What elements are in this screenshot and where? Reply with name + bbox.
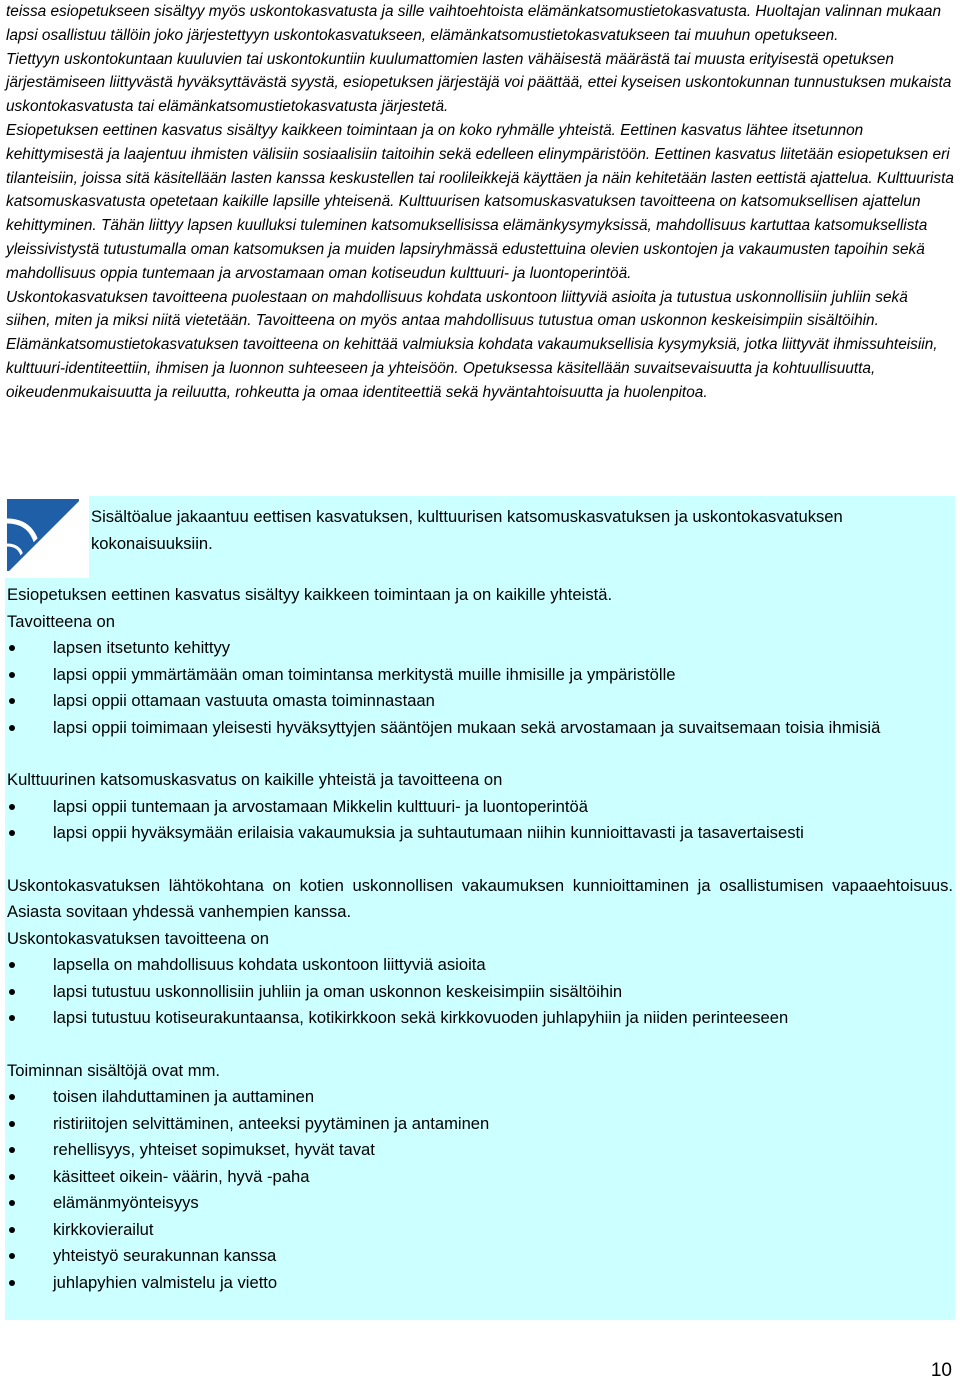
list-item: kirkkovierailut bbox=[7, 1217, 953, 1244]
list-item: rehellisyys, yhteiset sopimukset, hyvät tavat bbox=[7, 1137, 953, 1164]
ethics-goals-list bbox=[7, 635, 953, 741]
culture-heading: Kulttuurinen katsomuskasvatus on kaikille yhteistä ja tavoitteena on bbox=[7, 770, 503, 789]
list-item: lapsi oppii toimimaan yleisesti hyväksyttyjen sääntöjen mukaan sekä arvostamaan ja suvaitsemaan toisia ihmisiä bbox=[7, 715, 953, 742]
ethics-goals-heading: Tavoitteena on bbox=[7, 611, 115, 631]
curriculum-logo-icon bbox=[7, 499, 79, 571]
list-item: lapsi oppii ymmärtämään oman toimintansa merkitystä muille ihmisille ja ympäristölle bbox=[7, 662, 953, 689]
list-item: elämänmyönteisyys bbox=[7, 1190, 953, 1217]
religion-intro: Uskontokasvatuksen lähtökohtana on kotien uskonnollisen vakaumuksen kunnioittaminen ja osallistumisen vapaaehtoisuus. Asiasta sovitaan yhdessä vanhempien kanssa. bbox=[7, 875, 953, 921]
religion-goals-heading: Uskontokasvatuksen tavoitteena on bbox=[7, 928, 269, 948]
paragraph: Uskontokasvatuksen tavoitteena puolestaan on mahdollisuus kohdata uskontoon liittyviä asioita ja tutustua uskonnollisiin juhliin sekä siihen, miten ja miksi niitä vietetään. Tavoitteena on myös antaa mahdollisuus tutustua oman uskonnon keskeisimpiin sisältöihin. Elämänkatsomustietokasvatuksen tavoitteena on kehittää valmiuksia kohdata vakaumuksellisia kysymyksiä, jotka liittyvät ihmissuhteisiin, kulttuuri-identiteettiin, ihmisen ja luonnon suhteeseen ja yhteisöön. Opetuksessa käsitellään suvaitsevaisuutta ja kohtuullisuutta, oikeudenmukaisuutta ja reiluutta, rohkeutta ja omaa identiteettiä sekä hyväntahtoisuutta ja huolenpitoa. bbox=[6, 288, 938, 401]
paragraph: Esiopetuksen eettinen kasvatus sisältyy kaikkeen toimintaan ja on koko ryhmälle yhteistä. Eettinen kasvatus lähtee itsetunnon kehittymisestä ja laajentuu ihmisten välisiin sosiaalisiin taitoihin sekä edelleen elinympäristöön. Eettinen kasvatus liitetään esiopetuksen eri tilanteisiin, joissa sitä käsitellään lasten kanssa keskustellen tai roolileikkejä käyttäen ja näin kehitetään lasten eettistä ajattelua. Kulttuurista katsomuskasvatusta opetetaan kaikille lapsille yhteisenä. Kulttuurisen katsomuskasvatuksen tavoitteena on katsomuksellisen ajattelun kehittyminen. Tähän liittyy lapsen kuulluksi tuleminen katsomuksellisissa elämänkysymyksissä, mahdollisuus kartuttaa katsomuksellista yleissivistystä tutustumalla oman katsomuksen ja muiden lapsiryhmässä edustettuina olevien uskontojen ja vakaumusten tapoihin sekä mahdollisuus oppia tuntemaan ja arvostamaan oman kotiseudun kulttuuri- ja luontoperintöä. bbox=[6, 121, 954, 282]
activities-heading: Toiminnan sisältöjä ovat mm. bbox=[7, 1060, 221, 1080]
box-content bbox=[7, 582, 953, 1296]
page-number: 10 bbox=[930, 1360, 952, 1381]
list-item: ristiriitojen selvittäminen, anteeksi pyytäminen ja antaminen bbox=[7, 1111, 953, 1138]
list-item: lapsi oppii tuntemaan ja arvostamaan Mikkelin kulttuuri- ja luontoperintöä bbox=[7, 794, 953, 821]
paragraph: teissa esiopetukseen sisältyy myös uskontokasvatusta ja sille vaihtoehtoista elämänkatsomustietokasvatusta. Huoltajan valinnan mukaan lapsi osallistuu tällöin joko järjestettyyn uskontokasvatukseen, elämänkatsomustietokasvatukseen tai muuhun opetukseen. bbox=[6, 3, 942, 44]
list-item: lapsella on mahdollisuus kohdata uskontoon liittyviä asioita bbox=[7, 952, 953, 979]
list-item: lapsi tutustuu uskonnollisiin juhliin ja oman uskonnon keskeisimpiin sisältöihin bbox=[7, 979, 953, 1006]
religion-goals-list bbox=[7, 952, 953, 1032]
list-item: juhlapyhien valmistelu ja vietto bbox=[7, 1270, 953, 1297]
list-item: toisen ilahduttaminen ja auttaminen bbox=[7, 1084, 953, 1111]
activities-list bbox=[7, 1084, 953, 1296]
list-item: käsitteet oikein- väärin, hyvä -paha bbox=[7, 1164, 953, 1191]
content-summary-box bbox=[5, 496, 955, 1320]
logo bbox=[5, 496, 89, 578]
ethics-intro: Esiopetuksen eettinen kasvatus sisältyy kaikkeen toimintaan ja on kaikille yhteistä. bbox=[7, 585, 613, 604]
list-item: lapsi oppii hyväksymään erilaisia vakaumuksia ja suhtautumaan niihin kunnioittavasti ja tasavertaisesti bbox=[7, 820, 953, 847]
body-text bbox=[6, 0, 954, 405]
list-item: lapsi oppii ottamaan vastuuta omasta toiminnastaan bbox=[7, 688, 953, 715]
box-intro: Sisältöalue jakaantuu eettisen kasvatuksen, kulttuurisen katsomuskasvatuksen ja uskontokasvatuksen kokonaisuuksiin. bbox=[91, 507, 843, 553]
list-item: yhteistyö seurakunnan kanssa bbox=[7, 1243, 953, 1270]
paragraph: Tiettyyn uskontokuntaan kuuluvien tai uskontokuntiin kuulumattomien lasten vähäisestä määrästä tai muusta erityisestä opetuksen järjestämiseen liittyvästä hyväksyttävästä syystä, esiopetuksen järjestäjä voi päättää, ettei kyseisen uskontokunnan tunnustuksen mukaista uskontokasvatusta tai elämänkatsomustietokasvatusta järjestetä. bbox=[6, 50, 952, 116]
list-item: lapsen itsetunto kehittyy bbox=[7, 635, 953, 662]
culture-goals-list bbox=[7, 794, 953, 847]
list-item: lapsi tutustuu kotiseurakuntaansa, kotikirkkoon sekä kirkkovuoden juhlapyhiin ja niiden perinteeseen bbox=[7, 1005, 953, 1032]
